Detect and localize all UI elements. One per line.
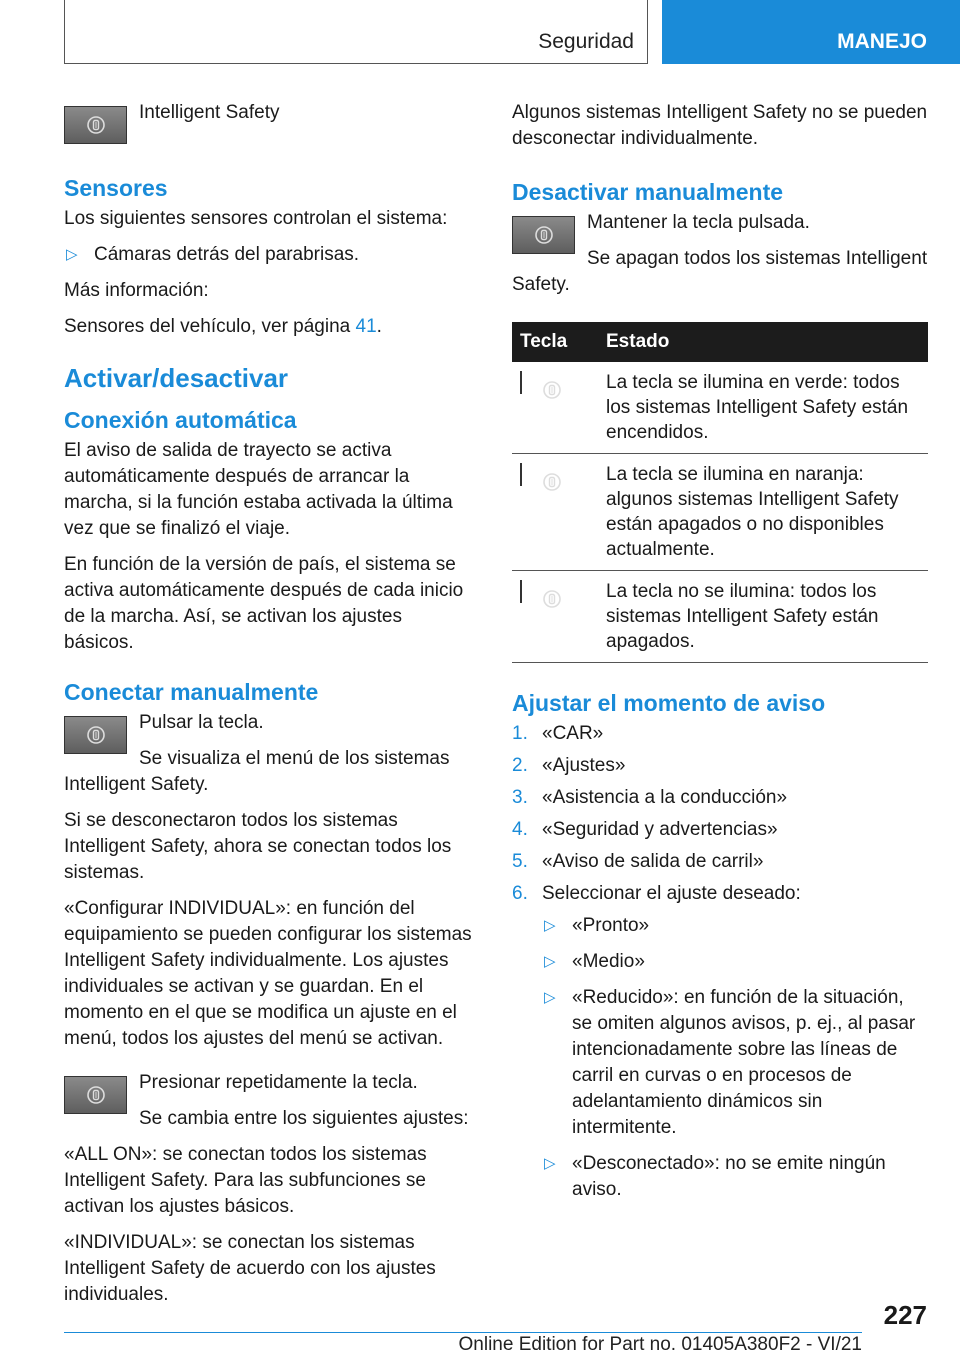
icon-label: Intelligent Safety xyxy=(139,102,280,123)
table-cell-estado: La tecla se ilumina en verde: todos los sistemas Intelligent Safety están encendidos. xyxy=(598,362,928,454)
list-item: ▷ «Desconectado»: no se emite ningún aviso. xyxy=(544,1153,886,1200)
footer-divider xyxy=(64,1332,862,1333)
step-text: Presionar repetidamente la tecla. xyxy=(139,1072,418,1093)
mas-info: Más información: xyxy=(64,280,209,301)
conectar-paragraph: Si se desconectaron todos los sistemas Intelligent Safety, ahora se conectan todos los sistemas. xyxy=(64,810,452,883)
step-text: Se cambia entre los siguientes ajustes: xyxy=(139,1108,469,1129)
individual-paragraph: «INDIVIDUAL»: se conectan los sistemas Intelligent Safety de acuerdo con los ajustes individuales. xyxy=(64,1232,436,1305)
intro-paragraph: Algunos sistemas Intelligent Safety no se pueden desconectar individualmente. xyxy=(512,102,928,149)
list-item: 4. «Seguridad y advertencias» xyxy=(512,819,778,840)
intelligent-safety-button-icon xyxy=(520,463,522,486)
conexion-paragraph: En función de la versión de país, el sistema se activa automáticamente después de cada inicio de la marcha. Así, se activan los ajustes básicos. xyxy=(64,554,464,653)
sensores-heading: Sensores xyxy=(64,175,168,201)
triangle-bullet-icon: ▷ xyxy=(544,1155,556,1172)
intelligent-safety-button-icon xyxy=(64,1076,127,1114)
conectar-paragraph: «Configurar INDIVIDUAL»: en función del equipamiento se pueden configurar los sistemas Intelligent Safety individualmente. Los ajustes individuales se activan y se guardan. En el momento en el que se modifica un ajuste en el menú, todos los ajustes del menú se activan. xyxy=(64,898,472,1049)
table-cell-icon xyxy=(512,454,598,571)
list-item: ▷ Cámaras detrás del parabrisas. xyxy=(64,242,476,268)
page-link[interactable]: 41 xyxy=(355,316,377,337)
list-item: ▷ «Pronto» xyxy=(542,913,928,939)
table-row xyxy=(512,571,928,663)
intelligent-safety-row xyxy=(64,100,476,148)
conexion-paragraph: El aviso de salida de trayecto se activa automáticamente después de arrancar la marcha, si la función estaba activada la última vez que se finalizó el viaje. xyxy=(64,440,453,539)
conectar-heading: Conectar manualmente xyxy=(64,679,319,705)
triangle-bullet-icon: ▷ xyxy=(66,246,78,263)
triangle-bullet-icon: ▷ xyxy=(544,989,556,1006)
desactivar-row xyxy=(512,210,928,308)
table-header-row xyxy=(512,322,928,362)
table-cell-icon xyxy=(512,362,598,454)
footer-edition: Online Edition for Part no. 01405A380F2 - VI/21 xyxy=(458,1334,862,1355)
step-text: Mantener la tecla pulsada. xyxy=(587,212,810,233)
intelligent-safety-button-icon xyxy=(64,106,127,144)
table-cell-estado: La tecla no se ilumina: todos los sistemas Intelligent Safety están apagados. xyxy=(598,571,928,663)
header-section-title: Seguridad xyxy=(538,30,634,53)
list-item: 2. «Ajustes» xyxy=(512,755,626,776)
page-number: 227 xyxy=(883,1300,927,1330)
list-item: 1. «CAR» xyxy=(512,723,604,744)
list-item: ▷ «Reducido»: en función de la situación, se omiten algunos avisos, p. ej., al pasar intencionadamente sobre las líneas de carril en curvas o en procesos de adelantamiento dinámicos sin intermitente. xyxy=(544,987,916,1138)
status-table xyxy=(512,322,928,663)
conectar-row xyxy=(64,710,476,808)
left-column xyxy=(64,100,476,1318)
table-row xyxy=(512,362,928,454)
sensores-intro: Los siguientes sensores controlan el sistema: xyxy=(64,208,448,229)
column-header-estado: Estado xyxy=(598,322,928,362)
list-item: 5. «Aviso de salida de carril» xyxy=(512,851,764,872)
conexion-heading: Conexión automática xyxy=(64,407,297,433)
ajustar-heading: Ajustar el momento de aviso xyxy=(512,690,826,716)
triangle-bullet-icon: ▷ xyxy=(544,953,556,970)
list-item: 3. «Asistencia a la conducción» xyxy=(512,787,788,808)
desactivar-heading: Desactivar manualmente xyxy=(512,179,784,205)
allon-paragraph: «ALL ON»: se conectan todos los sistemas Intelligent Safety. Para las subfunciones se activan los ajustes básicos. xyxy=(64,1144,427,1217)
intelligent-safety-button-icon xyxy=(512,216,575,254)
list-item: 6. Seleccionar el ajuste deseado: xyxy=(512,883,801,904)
header-chapter-tab: MANEJO xyxy=(662,0,960,64)
triangle-bullet-icon: ▷ xyxy=(544,917,556,934)
cross-reference: Sensores del vehículo, ver página 41. xyxy=(64,316,382,337)
step-text: Se apagan todos los sistemas Intelligent Safety. xyxy=(512,248,928,295)
right-column xyxy=(512,100,928,1213)
step-text: Pulsar la tecla. xyxy=(139,712,264,733)
presionar-row xyxy=(64,1070,476,1142)
intelligent-safety-button-icon xyxy=(520,580,522,603)
intelligent-safety-button-icon xyxy=(520,371,522,394)
activar-heading: Activar/desactivar xyxy=(64,363,289,393)
intelligent-safety-button-icon xyxy=(64,716,127,754)
table-cell-estado: La tecla se ilumina en naranja: algunos sistemas Intelligent Safety están apagados o no disponibles actualmente. xyxy=(598,454,928,571)
column-header-tecla: Tecla xyxy=(512,322,598,362)
table-row xyxy=(512,454,928,571)
list-item: ▷ «Medio» xyxy=(542,949,928,975)
table-cell-icon xyxy=(512,571,598,663)
step-text: Se visualiza el menú de los sistemas Intelligent Safety. xyxy=(64,748,450,795)
